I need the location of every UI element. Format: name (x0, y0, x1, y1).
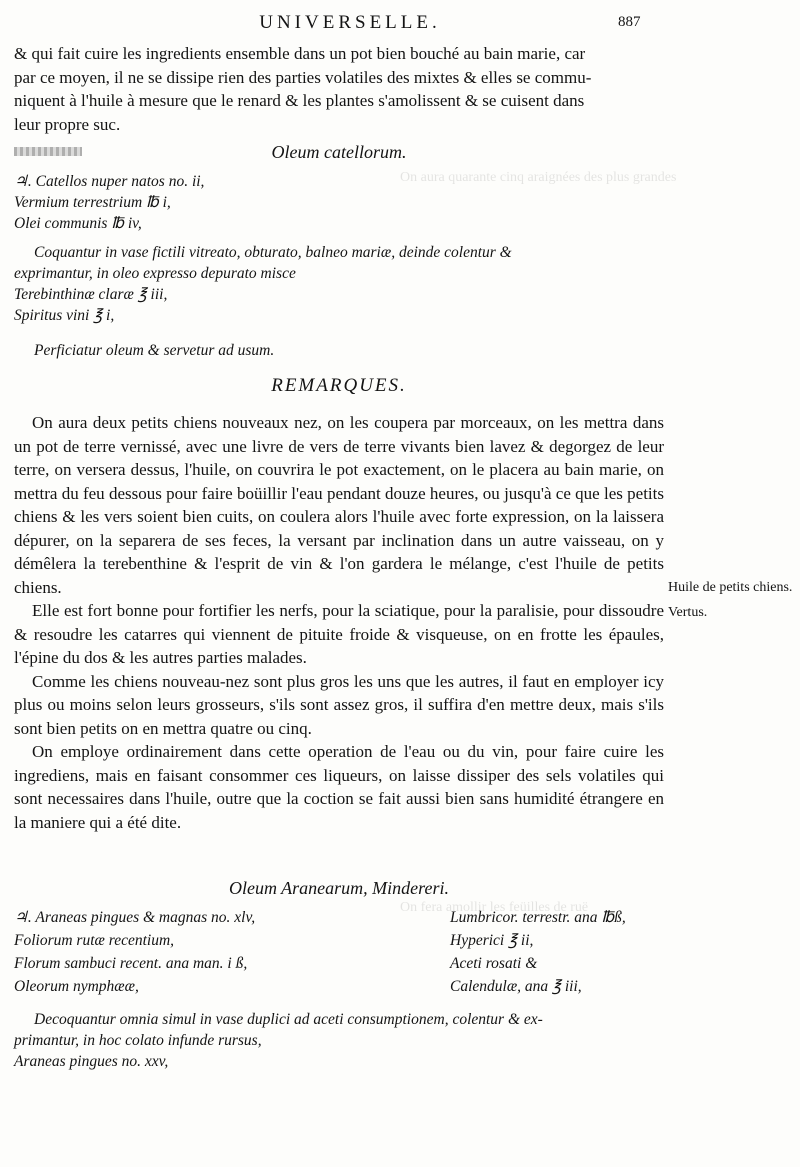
intro-line: & qui fait cuire les ingredients ensemble dans un pot bien bouché au bain marie, car (14, 44, 586, 63)
ingredient-left: Foliorum rutæ recentium, (14, 932, 175, 949)
ingredient-right: Lumbricor. terrestr. ana ℔ß, (450, 909, 626, 926)
intro-paragraph (14, 42, 664, 136)
ingredient-right: Hyperici ℥ ii, (450, 932, 534, 949)
catellorum-direction (14, 242, 664, 326)
aranearum-ingredients (14, 907, 664, 997)
remarques-title: REMARQUES. (271, 375, 407, 396)
direction-line: Decoquantur omnia simul in vase duplici ad aceti consumptionem, colentur & ex- (34, 1011, 543, 1028)
margin-note-huile: Huile de petits chiens. (668, 580, 793, 595)
running-title: UNIVERSELLE. (259, 12, 441, 33)
direction-line: Coquantur in vase fictili vitreato, obturato, balneo mariæ, deinde colentur & (34, 244, 512, 261)
aranearum-direction (14, 1009, 664, 1072)
remarques-paragraph: Elle est fort bonne pour fortifier les nerfs, pour la sciatique, pour la paralisie, pour dissoudre & resoudre les catarres qui viennent de pituite froide & visqueuse, on en frotte les épaules, l'épine du dos & les autres parties malades. (14, 601, 664, 667)
page-number: 887 (618, 14, 641, 30)
intro-line: leur propre suc. (14, 114, 121, 134)
ingredient-line: Vermium terrestrium ℔ i, (14, 194, 171, 211)
ingredient-right: Calendulæ, ana ℥ iii, (450, 978, 582, 995)
addition-line: Terebinthinæ claræ ℥ iii, (14, 286, 168, 303)
ingredient-line: ♃. Catellos nuper natos no. ii, (14, 173, 205, 190)
addition-line: Spiritus vini ℥ i, (14, 307, 115, 324)
remarques-paragraph: On employe ordinairement dans cette operation de l'eau ou du vin, pour faire cuire les ingrediens, mais en faisant consommer ces liqueurs, on laisse dissiper des sels volatiles qui sont necessaires dans l'huile, outre que la coction se fait aussi bien sans humidité étrangere en la maniere qui a été dite. (14, 742, 664, 832)
intro-line: par ce moyen, il ne se dissipe rien des parties volatiles des mixtes & elles se commu- (14, 67, 592, 87)
direction-line: Araneas pingues no. xxv, (14, 1053, 169, 1070)
ingredient-right: Aceti rosati & (450, 955, 538, 972)
remarques-paragraph: Comme les chiens nouveau-nez sont plus gros les uns que les autres, il faut en employer icy plus ou moins selon leurs grosseurs, s'ils sont assez gros, il suffira d'en mettre deux, mais s'ils sont bien petits on en mettra quatre ou cinq. (14, 671, 664, 738)
ingredient-left: Oleorum nymphææ, (14, 978, 139, 995)
catellorum-title: Oleum catellorum. (271, 142, 407, 162)
catellorum-ingredients (14, 171, 664, 234)
intro-line: niquent à l'huile à mesure que le renard & les plantes s'amolissent & se cuisent dans (14, 91, 585, 110)
page-header (0, 12, 800, 40)
remarques-paragraph: On aura deux petits chiens nouveaux nez, on les coupera par morceaux, on les mettra dans un pot de terre vernissé, avec une livre de vers de terre vivants bien lavez & degorgez de leur terre, on versera dessus, l'huile, on couvrira le pot exactement, on le placera au bain marie, on mettra du feu dessous pour faire boüillir l'eau pendant douze heures, ou jusqu'à ce que les petits chiens & les vers soient bien cuits, on coulera alors l'huile avec forte expression, on la laissera dépurer, on la separera de ses feces, la versant par inclination dans un autre vaisseau, on y démêlera la terebenthine & l'esprit de vin & l'on gardera le mélange, c'est l'huile de petits chiens. (14, 413, 664, 597)
aranearum-title: Oleum Aranearum, Mindereri. (229, 878, 449, 898)
margin-notes (668, 580, 798, 630)
margin-note-vertus: Vertus. (668, 605, 708, 620)
catellorum-closing: Perficiatur oleum & servetur ad usum. (34, 342, 275, 359)
direction-line: primantur, in hoc colato infunde rursus, (14, 1032, 262, 1049)
bleed-through-text-2: On fera amollir les feüilles de ruë (400, 900, 589, 915)
ingredient-left: Florum sambuci recent. ana man. i ß, (14, 955, 248, 972)
direction-line: exprimantur, in oleo expresso depurato misce (14, 265, 296, 282)
ingredient-left: ♃. Araneas pingues & magnas no. xlv, (14, 909, 256, 926)
ingredient-line: Olei communis ℔ iv, (14, 215, 142, 232)
bleed-through-text: On aura quarante cinq araignées des plus grandes (400, 170, 677, 185)
page-body (14, 42, 664, 1072)
